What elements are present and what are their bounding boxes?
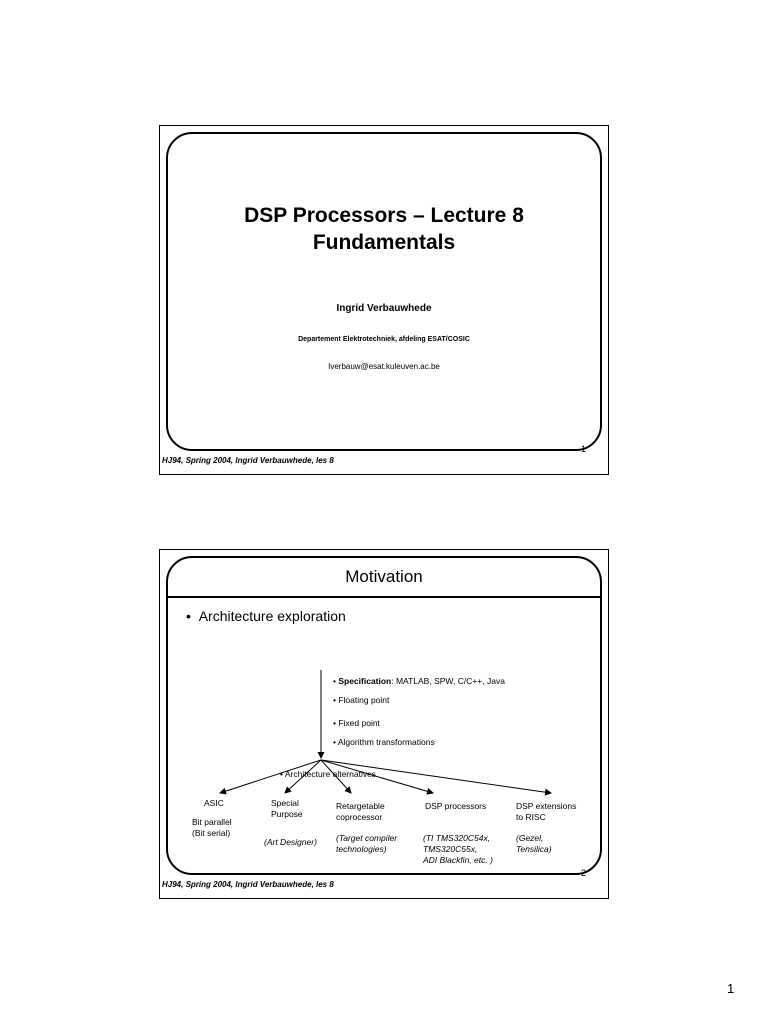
page-number: 1 bbox=[727, 981, 735, 996]
slide-1-author: Ingrid Verbauwhede bbox=[336, 303, 432, 314]
column-detail-line: (Gezel, bbox=[516, 833, 544, 843]
column-detail-line: TMS320C55x, bbox=[423, 844, 478, 854]
arrow-to-retargetable bbox=[321, 760, 351, 793]
column-asic-name bbox=[204, 798, 224, 809]
flow-architecture-alternatives-text: Architecture alternatives bbox=[284, 769, 377, 779]
column-name-line: Purpose bbox=[271, 809, 303, 819]
slide-1-number: 1 bbox=[581, 444, 587, 454]
column-name-line: DSP processors bbox=[425, 801, 487, 811]
column-detail-line: ADI Blackfin, etc. ) bbox=[423, 855, 493, 865]
slide-2 bbox=[159, 549, 609, 899]
slide-1-border bbox=[166, 132, 602, 451]
column-detail-line: Tensilica) bbox=[516, 844, 552, 854]
flow-fixed-point-text: Fixed point bbox=[338, 718, 380, 728]
flow-architecture-alternatives-bullet: • bbox=[280, 769, 285, 779]
column-dsp-extensions-name bbox=[516, 801, 576, 823]
column-name-line: to RISC bbox=[516, 812, 546, 822]
slide-2-footer: HJ94, Spring 2004, Ingrid Verbauwhede, les 8 bbox=[162, 880, 334, 889]
column-name-line: ASIC bbox=[204, 798, 224, 808]
slide-1-title-line-1: DSP Processors – Lecture 8 bbox=[244, 204, 524, 227]
column-dsp-processors-detail bbox=[423, 833, 493, 866]
column-asic-detail bbox=[192, 817, 232, 839]
slide-2-number: 2 bbox=[581, 868, 587, 878]
flow-algorithm-transformations-text: Algorithm transformations bbox=[337, 737, 435, 747]
flow-specification-rest: : MATLAB, SPW, C/C++, Java bbox=[391, 676, 505, 686]
column-dsp-processors-name bbox=[425, 801, 486, 812]
column-detail-line: (Bit serial) bbox=[192, 828, 231, 838]
column-detail-line: Bit parallel bbox=[192, 817, 232, 827]
bullet-marker: • bbox=[186, 608, 199, 624]
slide-1-title-line-2: Fundamentals bbox=[312, 231, 456, 254]
flow-algorithm-transformations-bullet: • bbox=[333, 737, 338, 747]
column-special-purpose-detail bbox=[264, 837, 317, 848]
slide-1 bbox=[159, 125, 609, 475]
column-detail-line: (TI TMS320C54x, bbox=[423, 833, 491, 843]
column-name-line: DSP extensions bbox=[516, 801, 577, 811]
arrow-to-asic bbox=[220, 760, 321, 793]
flow-specification-bullet: • bbox=[333, 676, 339, 686]
column-dsp-extensions-detail bbox=[516, 833, 552, 855]
slide-1-department: Departement Elektrotechniek, afdeling ESAT/COSIC bbox=[298, 336, 470, 343]
column-detail-line: (Art Designer) bbox=[264, 837, 317, 847]
column-detail-line: (Target compiler bbox=[336, 833, 398, 843]
flow-floating-point-bullet: • bbox=[333, 695, 339, 705]
slide-2-title: Motivation bbox=[345, 567, 423, 586]
flow-specification-label: Specification bbox=[338, 676, 392, 686]
slide-1-footer: HJ94, Spring 2004, Ingrid Verbauwhede, les 8 bbox=[162, 456, 334, 465]
column-retargetable-detail bbox=[336, 833, 397, 855]
arrow-to-dsp-processors bbox=[321, 760, 433, 793]
flow-floating-point-text: Floating point bbox=[338, 695, 390, 705]
column-name-line: Special bbox=[271, 798, 299, 808]
column-special-purpose-name bbox=[271, 798, 303, 820]
column-retargetable-name bbox=[336, 801, 385, 823]
arrow-to-dsp-extensions bbox=[321, 760, 551, 793]
column-name-line: Retargetable bbox=[336, 801, 385, 811]
column-detail-line: technologies) bbox=[336, 844, 387, 854]
slide-2-bullet-text: Architecture exploration bbox=[198, 608, 346, 624]
column-name-line: coprocessor bbox=[336, 812, 383, 822]
arrow-to-special-purpose bbox=[285, 760, 321, 793]
slide-1-email: Iverbauw@esat.kuleuven.ac.be bbox=[328, 362, 440, 371]
flow-fixed-point-bullet: • bbox=[333, 718, 339, 728]
